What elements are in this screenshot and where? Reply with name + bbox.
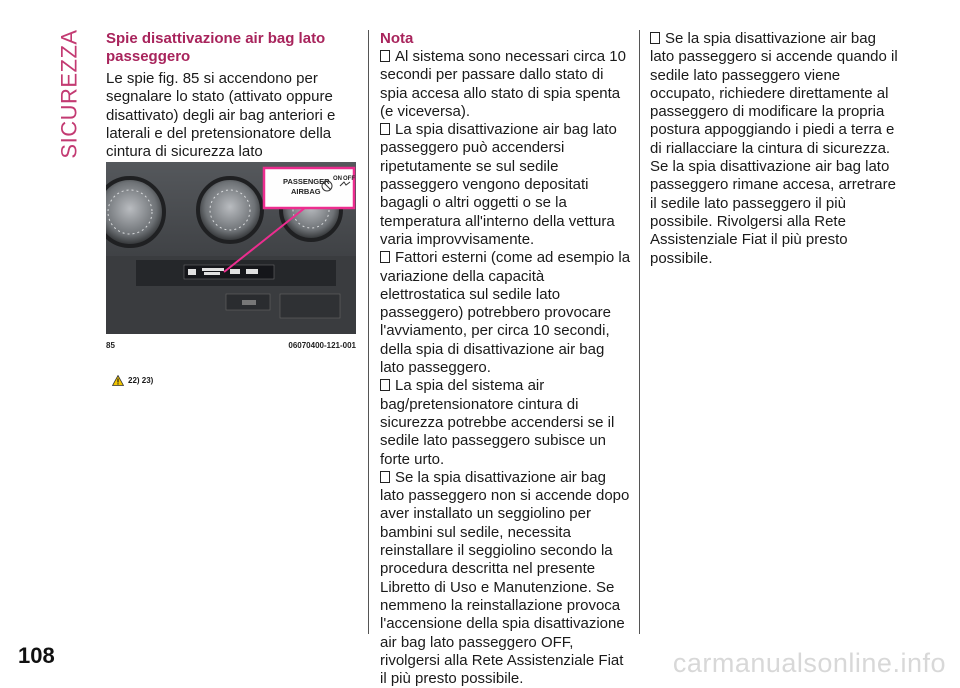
column-left — [106, 30, 346, 180]
column-divider-2 — [639, 30, 640, 634]
note-bullet-text: La spia del sistema air bag/pretensionatore cintura di sicurezza potrebbe accendersi se il sedile lato passeggero subisce un forte urto. — [380, 377, 615, 468]
note-bullet — [380, 249, 632, 377]
checkbox-bullet-icon — [380, 251, 390, 263]
page-number: 108 — [18, 643, 55, 668]
checkbox-bullet-icon — [380, 471, 390, 483]
warning-triangle-icon — [112, 375, 124, 386]
note-bullet-text: La spia disattivazione air bag lato passeggero può accendersi ripetutamente se sul sedile passeggero vengono depositati bagagli o altri oggetti o se la temperatura all'interno della vettura varia improvvisamente. — [380, 121, 617, 248]
callout-label-on: ON — [333, 176, 342, 182]
note-bullet — [380, 469, 632, 688]
column-middle — [380, 30, 632, 688]
warning-references — [112, 375, 153, 386]
figure-code: 06070400-121-001 — [288, 341, 356, 350]
checkbox-bullet-icon — [380, 123, 390, 135]
column-right — [650, 30, 902, 268]
checkbox-bullet-icon — [380, 379, 390, 391]
note-bullet — [380, 377, 632, 468]
note-bullet — [650, 30, 902, 268]
callout-label-airbag: AIRBAG — [291, 187, 321, 196]
note-bullet-text: Fattori esterni (come ad esempio la variazione della capacità elettrostatica sul sedile lato passeggero) potrebbero provocare l'avviamento, per circa 10 secondi, della spia di disattivazione air bag lato passeggero. — [380, 249, 631, 377]
checkbox-bullet-icon — [380, 50, 390, 62]
section-tab — [58, 30, 82, 158]
note-bullet-text: Al sistema sono necessari circa 10 secondi per passare dallo stato di spia accesa allo stato di spia spenta (e viceversa). — [380, 48, 626, 120]
dashboard-figure — [106, 162, 356, 334]
callout-label-passenger: PASSENGER — [283, 177, 330, 186]
figure-number: 85 — [106, 341, 115, 350]
section-tab-label: SICUREZZA — [57, 29, 82, 159]
checkbox-bullet-icon — [650, 32, 660, 44]
callout-label-off: OFF — [343, 176, 355, 182]
note-bullet-text: Se la spia disattivazione air bag lato passeggero non si accende dopo aver installato un seggiolino per bambini sul sedile, necessita reinstallare il seggiolino secondo la procedura descritta nel presente Libretto di Uso e Manutenzione. Se nemmeno la reinstallazione provoca l'accensione della spia disattivazione air bag lato passeggero OFF, rivolgersi alla Rete Assistenziale Fiat il più presto possibile. — [380, 468, 630, 688]
watermark: carmanualsonline.info — [672, 648, 946, 678]
column-divider-1 — [368, 30, 369, 634]
reference-numbers: 22) 23) — [128, 376, 154, 385]
section-heading: Spie disattivazione air bag lato passeggero — [106, 30, 326, 65]
note-bullet — [380, 48, 632, 121]
note-heading: Nota — [380, 30, 414, 47]
intro-paragraph: Le spie fig. 85 si accendono per segnalare lo stato (attivato oppure disattivato) degli air bag anteriori e laterali e del pretensionatore della cintura di sicurezza lato — [106, 70, 336, 161]
dashboard-illustration — [106, 162, 356, 334]
note-bullet — [380, 121, 632, 249]
note-bullet-text: Se la spia disattivazione air bag lato passeggero si accende quando il sedile lato passeggero viene occupato, richiedere direttamente al passeggero di modificare la propria postura appoggiando i piedi a terra e di riallacciare la cintura di sicurezza. Se la spia disattivazione air bag lato passeggero rimane accesa, arretrare il sedile lato passeggero il più possibile. Rivolgersi alla Rete Assistenziale Fiat il più presto possibile. — [650, 30, 898, 267]
figure-caption — [106, 341, 356, 350]
